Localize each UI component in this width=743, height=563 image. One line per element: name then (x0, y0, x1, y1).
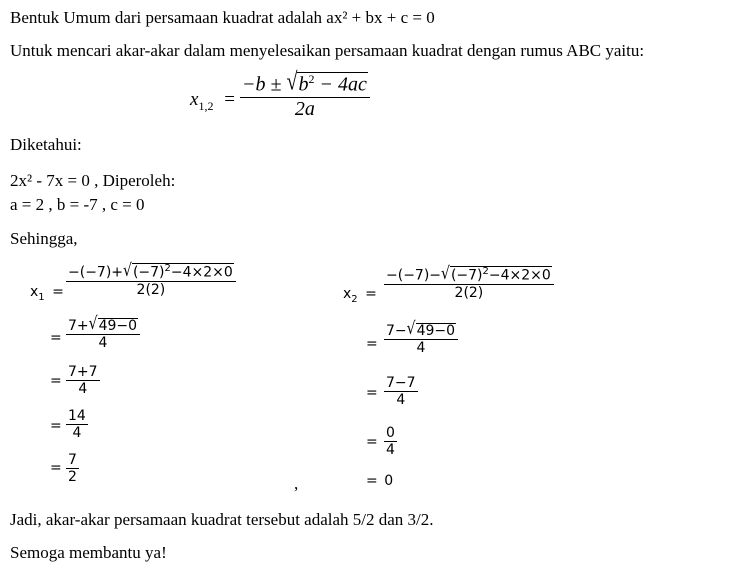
abc-radical: $√b^2 - 4ac$ (286, 67, 367, 96)
x1-step5-equals: = (50, 460, 62, 476)
abc-radicand-exp: 2 (308, 72, 315, 86)
x1-step5-num: 7 (68, 452, 77, 468)
x1-step2-num-pre: 7+ (68, 318, 89, 334)
known-heading: Diketahui: (10, 135, 82, 154)
abc-lhs-sub: 1,2 (198, 98, 214, 113)
x2-equals: = (365, 286, 377, 302)
x2-step3-den: 4 (396, 392, 406, 408)
abc-radicand-base: b (298, 73, 309, 96)
x2-step1-fraction: $-(-7)-√(-7)^2-4\times 2\times 0$ 2(2) (384, 266, 554, 301)
abc-denominator: 2a (294, 97, 315, 120)
x1-step3-equals: = (50, 373, 62, 389)
x1-equals: = (52, 284, 64, 300)
x1-step2-equals: = (50, 330, 62, 346)
closing-text: Semoga membantu ya! (10, 543, 167, 562)
separator-comma: , (294, 474, 299, 493)
known-equation: 2x² - 7x = 0 , Diperoleh: (10, 171, 176, 190)
x1-step1-den: 2(2) (136, 281, 166, 298)
intro-line-1: Bentuk Umum dari persamaan kuadrat adalah ax² + bx + c = 0 (10, 8, 435, 27)
x2-step4-equals: = (366, 434, 378, 450)
abc-radicand-rest: − 4ac (314, 73, 367, 96)
x2-step5-equals: = (366, 473, 378, 489)
x2-step2-equals: = (366, 336, 378, 352)
x2-step2-num-pre: 7− (386, 323, 407, 339)
x2-step1-den: 2(2) (454, 284, 484, 301)
x1-var: x (30, 284, 39, 300)
x2-step1-rad-pre: (−7) (450, 267, 483, 284)
x2-step3-equals: = (366, 385, 378, 401)
abc-fraction (240, 67, 370, 121)
abc-lhs-var: x (190, 89, 199, 110)
x2-step2-den: 4 (416, 340, 426, 356)
x2-step3-num: 7−7 (386, 375, 416, 391)
x1-step2-den: 4 (98, 335, 108, 351)
therefore-text: Sehingga, (10, 229, 78, 248)
x1-step5-den: 2 (68, 469, 77, 485)
x1-step3-num: 7+7 (68, 364, 98, 380)
conclusion-text: Jadi, akar-akar persamaan kuadrat tersebut adalah 5/2 dan 3/2. (10, 510, 434, 529)
abc-num-prefix: −b ± (242, 73, 282, 96)
x2-step2-rad: 49−0 (416, 323, 456, 339)
x1-step1-fraction: $-(-7)+√(-7)^2-4\times 2\times 0$ 2(2) (66, 263, 236, 298)
x1-step4-num: 14 (68, 408, 86, 424)
x1-step1-num-pre: −(−7)+ (68, 264, 124, 281)
x1-step3-den: 4 (78, 381, 88, 397)
intro-line-2: Untuk mencari akar-akar dalam menyelesaikan persamaan kuadrat dengan rumus ABC yaitu: (10, 41, 645, 60)
x1-step1-rad-post: −4×2×0 (170, 264, 233, 281)
x2-step3-fraction (384, 375, 418, 408)
x2-step5-value: 0 (384, 473, 394, 489)
x2-step2-fraction: 7−√49−0 4 (384, 323, 458, 356)
x1-step1-rad-exp: 2 (164, 263, 171, 274)
x1-step2-rad: 49−0 (98, 318, 138, 334)
x1-step2-fraction: 7+√49−0 4 (66, 318, 140, 351)
x1-step4-equals: = (50, 418, 62, 434)
x2-step4-den: 4 (386, 442, 395, 458)
x2-step1-num-pre: −(−7)− (386, 267, 442, 284)
x1-sub: 1 (38, 291, 45, 303)
x1-step5-fraction (66, 452, 79, 485)
x2-sub: 2 (351, 293, 358, 305)
x1-step4-den: 4 (72, 425, 82, 441)
x2-step1-rad-exp: 2 (482, 266, 489, 277)
abc-equals: = (224, 89, 235, 110)
x2-step4-num: 0 (386, 425, 395, 441)
x2-step1-rad-post: −4×2×0 (488, 267, 551, 284)
x1-step1-rad-pre: (−7) (132, 264, 165, 281)
x2-var: x (343, 286, 352, 302)
x1-step4-fraction (66, 408, 88, 441)
x2-step4-fraction (384, 425, 397, 458)
known-coefficients: a = 2 , b = -7 , c = 0 (10, 195, 145, 214)
x1-step3-fraction (66, 364, 100, 397)
